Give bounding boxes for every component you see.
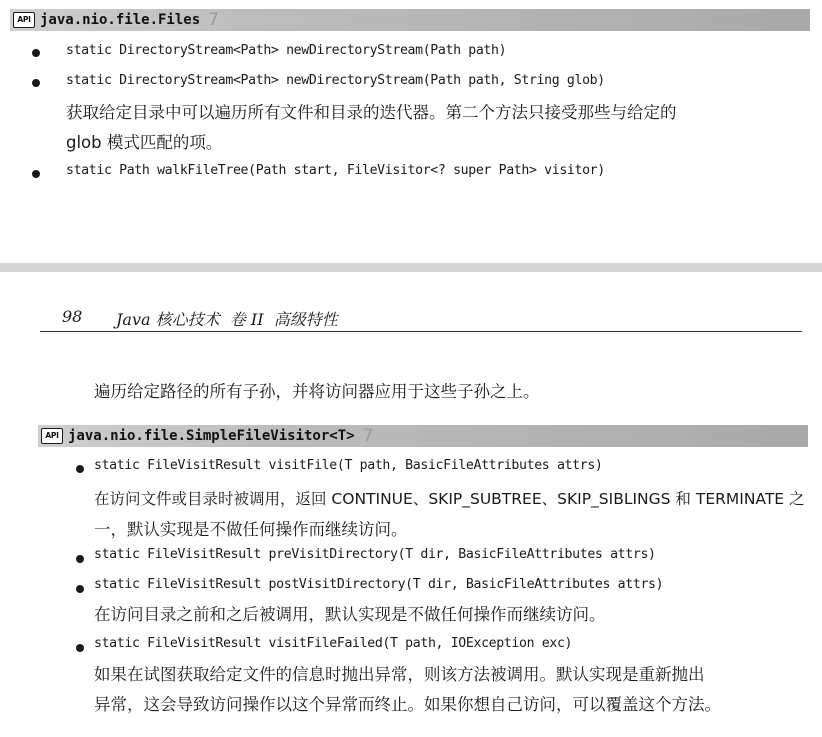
method-description: 获取给定目录中可以遍历所有文件和目录的迭代器。第二个方法只接受那些与给定的 [66,103,677,122]
continuation-text: 遍历给定路径的所有子孙，并将访问器应用于这些子孙之上。 [94,382,540,401]
bullet-icon [32,49,40,57]
method-signature: static DirectoryStream<Path> newDirectoryStream(Path path, String glob) [66,73,605,88]
api-header-simplefilevisitor [38,425,808,447]
page-title: Java 核心技术 卷 II 高级特性 [116,310,338,329]
page-divider [0,263,822,272]
api-icon: API [41,428,63,444]
api-version: 7 [362,426,374,446]
method-description: 在访问文件或目录时被调用，返回 CONTINUE、SKIP_SUBTREE、SKIP_SIBLINGS 和 TERMINATE 之 [94,490,805,508]
api-class-name: java.nio.file.Files [40,12,201,28]
method-signature: static FileVisitResult visitFile(T path, BasicFileAttributes attrs) [94,458,603,473]
method-description: glob 模式匹配的项。 [66,133,223,152]
method-signature: static FileVisitResult visitFileFailed(T path, IOException exc) [94,636,573,651]
bullet-icon [76,465,84,473]
method-description: 如果在试图获取给定文件的信息时抛出异常，则该方法被调用。默认实现是重新抛出 [94,665,705,684]
api-header-files [10,9,810,31]
bullet-icon [76,585,84,593]
method-signature: static FileVisitResult preVisitDirectory(T dir, BasicFileAttributes attrs) [94,547,656,562]
bullet-icon [32,79,40,87]
bullet-icon [76,555,84,563]
method-signature: static FileVisitResult postVisitDirectory(T dir, BasicFileAttributes attrs) [94,577,664,592]
method-description: 在访问目录之前和之后被调用，默认实现是不做任何操作而继续访问。 [94,605,606,624]
bullet-icon [76,644,84,652]
api-icon: API [13,12,35,28]
method-description: 一，默认实现是不做任何操作而继续访问。 [94,520,408,539]
api-class-name: java.nio.file.SimpleFileVisitor<T> [68,428,355,444]
bullet-icon [32,170,40,178]
method-description: 异常，这会导致访问操作以这个异常而终止。如果你想自己访问，可以覆盖这个方法。 [94,695,721,714]
page-number: 98 [62,307,83,326]
method-signature: static DirectoryStream<Path> newDirectoryStream(Path path) [66,43,507,58]
api-version: 7 [208,10,219,30]
header-rule [40,331,802,332]
method-signature: static Path walkFileTree(Path start, FileVisitor<? super Path> visitor) [66,163,605,178]
